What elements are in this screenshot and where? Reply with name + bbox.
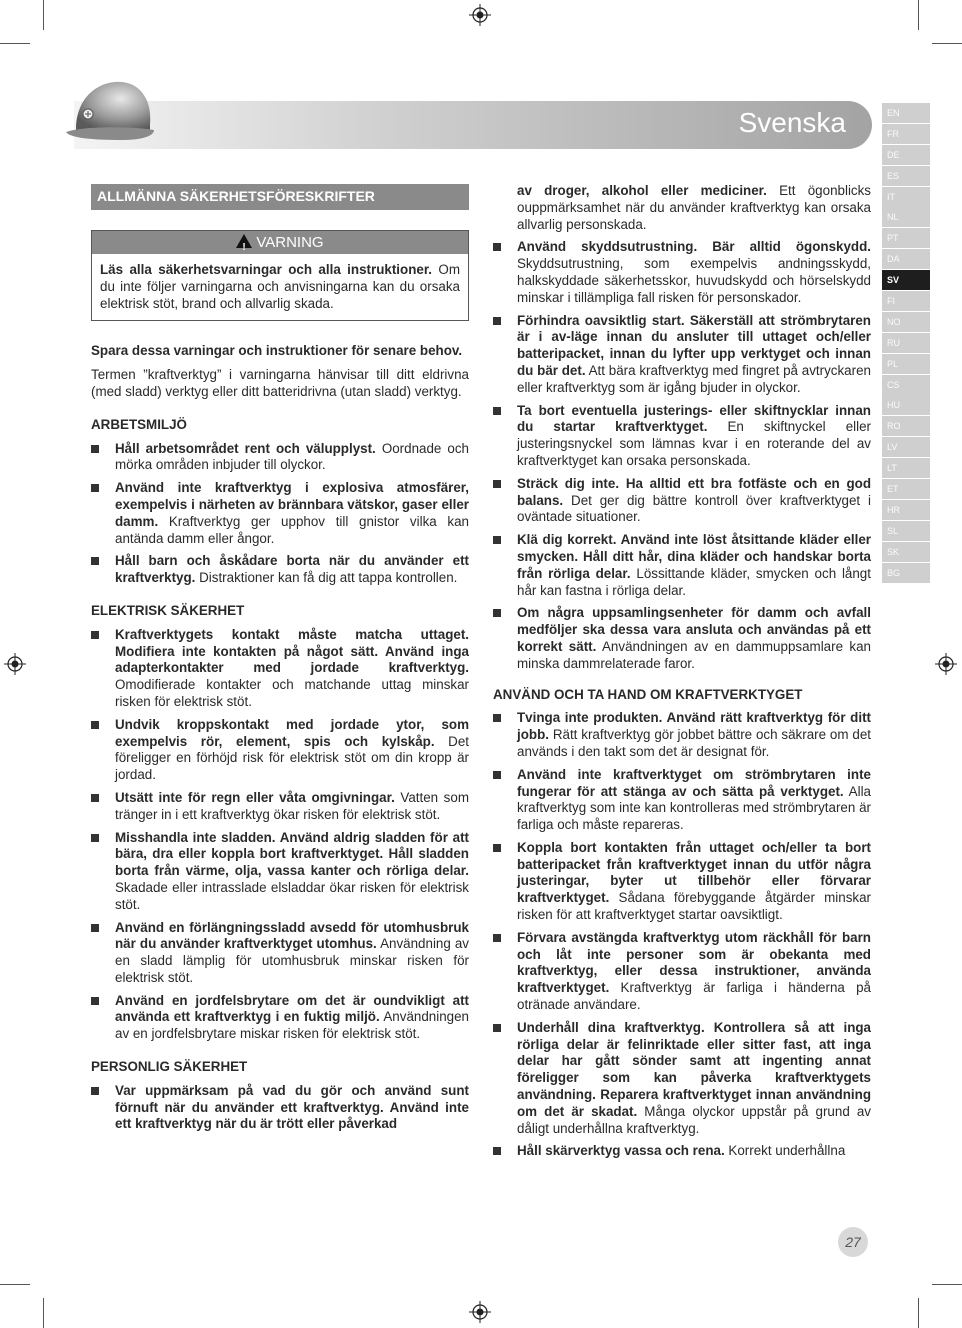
- language-tab-bg[interactable]: BG: [882, 563, 930, 583]
- language-tab-pl[interactable]: PL: [882, 354, 930, 374]
- warning-text: [92, 254, 468, 320]
- list-item-bold: Misshandla inte sladden. Använd aldrig sladden för att bära, dra eller koppla bort kraftverktyget. Håll sladden borta från värme, olja, vassa kanter och rörliga delar.: [115, 829, 469, 879]
- list-item-text: Kraftverktyg är farliga i händerna på otränade användare.: [517, 980, 871, 1013]
- list-item-bold: Undvik kroppskontakt med jordade ytor, som exempelvis rör, element, spis och kylskåp.: [115, 716, 469, 749]
- list-item: [493, 403, 871, 470]
- personal-cont-list: [493, 183, 871, 233]
- list-item: [91, 717, 469, 784]
- crop-mark: [918, 1298, 919, 1328]
- language-tab-hu[interactable]: HU: [882, 395, 930, 415]
- list-item-bold: Använd en jordfelsbrytare om det är oundvikligt att använda ett kraftverktyg i en fuktig miljö.: [115, 992, 469, 1025]
- list-item-text: Skyddsutrustning, som exempelvis andningsskydd, halkskyddade säkerhetsskor, huvudskydd och hörselskydd minskar i tillämpliga fall risken för personskador.: [517, 256, 871, 305]
- header-band: [74, 101, 872, 149]
- language-tab-lt[interactable]: LT: [882, 458, 930, 478]
- list-item-text: Användningen av en dammuppsamlare kan minska dammrelaterade faror.: [517, 638, 872, 671]
- list-item: [493, 532, 871, 599]
- language-tabs: [882, 103, 930, 583]
- language-tab-fi[interactable]: FI: [882, 291, 930, 311]
- list-item: [493, 767, 871, 834]
- subheading-electrical: ELEKTRISK SÄKERHET: [91, 602, 245, 618]
- section-title: ALLMÄNNA SÄKERHETSFÖRESKRIFTER: [91, 184, 469, 210]
- registration-mark-icon: [4, 653, 26, 675]
- list-item-bold: Förhindra oavsiktlig start. Säkerställ att strömbrytaren är i av-läge innan du ansluter till uttaget och/eller batteripacket, innan du lyfter upp verktyget och innan du bär det.: [517, 312, 871, 378]
- electrical-list: [91, 627, 469, 1043]
- list-item-bold: Kraftverktygets kontakt måste matcha uttaget. Modifiera inte kontakten på något sätt. Använd inga adapterkontakter med jordade kraftverktyg.: [115, 626, 469, 676]
- list-item-bold: Håll barn och åskådare borta när du använder ett kraftverktyg.: [115, 553, 469, 586]
- list-item: [493, 313, 871, 397]
- list-item-text: Alla kraftverktyg som inte kan kontrolleras med strömbrytaren är farliga och måste repareras.: [517, 783, 871, 833]
- language-tab-es[interactable]: ES: [882, 166, 930, 186]
- list-item: [493, 840, 871, 924]
- list-item: [493, 183, 871, 233]
- language-tab-sv[interactable]: SV: [882, 270, 930, 290]
- language-tab-ro[interactable]: RO: [882, 416, 930, 436]
- language-tab-en[interactable]: EN: [882, 103, 930, 123]
- language-tab-lv[interactable]: LV: [882, 437, 930, 457]
- language-tab-de[interactable]: DE: [882, 145, 930, 165]
- term-note: Termen ”kraftverktyg” i varningarna hänvisar till ditt eldrivna (med sladd) verktyg eller ditt batteridrivna (utan sladd) verktyg.: [91, 367, 469, 399]
- list-item-text: Att bära kraftverktyg med fingret på avtryckaren eller kraftverktyg som är igång bjuder in olyckor.: [517, 362, 871, 395]
- list-item-text: Oordnade och mörka områden inbjuder till olyckor.: [115, 440, 470, 473]
- registration-mark-icon: [935, 653, 957, 675]
- personal-list-continued: [493, 239, 871, 672]
- list-item-text: Användningen av en jordfelsbrytare miskar risken för elektrisk stöt.: [115, 1009, 470, 1042]
- list-item: [91, 830, 469, 914]
- list-item-bold: Använd inte kraftverktyget om strömbrytaren inte fungerar för att stänga av och sätta på verktyget.: [517, 766, 871, 799]
- save-note: [91, 343, 469, 360]
- list-item-bold: Utsätt inte för regn eller våta omgivningar.: [115, 789, 395, 805]
- list-item-bold: Sträck dig inte. Ha alltid ett bra fotfäste och en god balans.: [517, 475, 871, 508]
- work-area-list: [91, 441, 469, 587]
- list-item-bold: av droger, alkohol eller mediciner.: [517, 183, 767, 198]
- crop-mark: [0, 1284, 30, 1285]
- helmet-icon: [62, 74, 158, 154]
- list-item-text: Många olyckor uppstår på grund av dåligt underhållna kraftverktyg.: [517, 1103, 871, 1136]
- list-item: [91, 553, 469, 587]
- page-number: 27: [838, 1227, 868, 1257]
- subheading-work-area: ARBETSMILJÖ: [91, 416, 187, 432]
- list-item: [91, 993, 469, 1043]
- right-column: [493, 183, 871, 1166]
- warning-bold: Läs alla säkerhetsvarningar och alla instruktioner.: [100, 262, 433, 277]
- list-item-text: Det ger dig bättre kontroll över kraftverktyget i oväntade situationer.: [517, 492, 871, 525]
- list-item-text: Lössittande kläder, smycken och långt hår kan fastna i rörliga delar.: [517, 565, 871, 598]
- warning-label: VARNING: [256, 234, 324, 251]
- personal-list: [91, 1083, 469, 1133]
- list-item-bold: Håll arbetsområdet rent och välupplyst.: [115, 440, 376, 456]
- use-care-list: [493, 710, 871, 1160]
- language-tab-da[interactable]: DA: [882, 249, 930, 269]
- list-item-text: Rätt kraftverktyg gör jobbet bättre och säkrare om det används i den takt som det är designat för.: [517, 727, 871, 759]
- list-item-text: Skadade eller intrasslade elsladdar ökar risken för elektrisk stöt.: [115, 879, 469, 912]
- crop-mark: [932, 1284, 962, 1285]
- list-item-bold: Ta bort eventuella justerings- eller skiftnycklar innan du startar kraftverktyget.: [517, 402, 871, 435]
- subheading-use-care: ANVÄND OCH TA HAND OM KRAFTVERKTYGET: [493, 686, 803, 702]
- list-item-bold: Håll skärverktyg vassa och rena.: [517, 1143, 725, 1159]
- list-item: [91, 1083, 469, 1133]
- warning-box: [91, 230, 469, 321]
- crop-mark: [918, 0, 919, 30]
- save-note-text: Spara dessa varningar och instruktioner för senare behov.: [91, 343, 463, 359]
- list-item: [91, 790, 469, 824]
- list-item-bold: Klä dig korrekt. Använd inte löst åtsittande kläder eller smycken. Håll ditt hår, dina kläder och handskar borta från rörliga delar.: [517, 532, 871, 581]
- list-item-bold: Använd skyddsutrustning. Bär alltid ögonskydd.: [517, 239, 871, 255]
- list-item-text: Vatten som tränger in i ett kraftverktyg ökar risken för elektrisk stöt.: [115, 789, 469, 822]
- crop-mark: [43, 0, 44, 30]
- language-tab-cs[interactable]: CS: [882, 375, 930, 395]
- crop-mark: [43, 1298, 44, 1328]
- language-tab-it[interactable]: IT: [882, 187, 930, 207]
- list-item: [493, 930, 871, 1014]
- list-item-bold: Förvara avstängda kraftverktyg utom räckhåll för barn och låt inte personer som är obekanta med kraftverktyg, eller dessa instruktioner, använda kraftverktyget.: [517, 929, 871, 996]
- warning-body: Om du inte följer varningarna och anvisningarna kan du orsaka elektrisk stöt, brand och allvarlig skada.: [100, 262, 461, 311]
- list-item: [91, 627, 469, 711]
- list-item: [91, 920, 469, 987]
- crop-mark: [932, 43, 962, 44]
- crop-mark: [0, 43, 30, 44]
- language-tab-no[interactable]: NO: [882, 312, 930, 332]
- language-tab-sl[interactable]: SL: [882, 521, 930, 541]
- list-item-bold: Tvinga inte produkten. Använd rätt kraftverktyg för ditt jobb.: [517, 710, 871, 743]
- list-item: [493, 239, 871, 306]
- list-item-bold: Koppla bort kontakten från uttaget och/eller ta bort batteripacket från kraftverktyget innan du utför några justeringar, byter ut tillbehör eller förvarar kraftverktyget.: [517, 839, 871, 906]
- list-item-text: Korrekt underhållna: [724, 1143, 846, 1159]
- list-item-bold: Använd inte kraftverktyg i explosiva atmosfärer, exempelvis i närheten av brännbara vätskor, gaser eller damm.: [115, 480, 469, 529]
- list-item-text: Det föreligger en förhöjd risk för elektrisk stöt om din kropp är jordad.: [115, 733, 469, 783]
- list-item-text: Kraftverktyg ger upphov till gnistor vilka kan antända damm eller ångor.: [115, 513, 469, 546]
- list-item-text: En skiftnyckel eller justeringsnyckel som lämnas kvar i en roterande del av kraftverktyget kan orsaka personskada.: [517, 419, 871, 468]
- language-tab-nl[interactable]: NL: [882, 207, 930, 227]
- language-tab-pt[interactable]: PT: [882, 228, 930, 248]
- page-title: Svenska: [738, 107, 846, 138]
- list-item-text: Användning av en sladd lämplig för utomhusbruk minskar risken för elektrisk stöt.: [115, 936, 470, 985]
- list-item-bold: Använd en förlängningssladd avsedd för utomhusbruk när du använder kraftverktyget utomhus.: [115, 919, 469, 952]
- language-tab-hr[interactable]: HR: [882, 500, 930, 520]
- list-item-text: Omodifierade kontakter och matchande uttag minskar risken för elektrisk stöt.: [115, 677, 469, 709]
- list-item-bold: Underhåll dina kraftverktyg. Kontrollera så att inga rörliga delar är felinriktade eller sitter fast, att inga delar har gått sönder samt att ingenting annat föreligger som kan påverka kraftverktygets användning. Reparera kraftverktyget innan användning om det är skadat.: [517, 1019, 871, 1119]
- warning-triangle-icon: [236, 234, 252, 248]
- list-item: [493, 710, 871, 760]
- list-item: [493, 605, 871, 672]
- registration-mark-icon: [469, 1301, 491, 1323]
- warning-header: [92, 231, 468, 254]
- list-item: [493, 1143, 871, 1160]
- language-tab-ru[interactable]: RU: [882, 333, 930, 353]
- list-item-text: Sådana förebyggande åtgärder minskar risken för att kraftverktyget startar oavsiktligt.: [517, 890, 871, 923]
- subheading-personal: PERSONLIG SÄKERHET: [91, 1059, 248, 1075]
- language-tab-et[interactable]: ET: [882, 479, 930, 499]
- language-tab-sk[interactable]: SK: [882, 542, 930, 562]
- list-item-bold: Om några uppsamlingsenheter för damm och avfall medföljer ska dessa vara ansluta och användas på ett korrekt sätt.: [517, 605, 871, 654]
- list-item: [91, 441, 469, 475]
- list-item-text: Distraktioner kan få dig att tappa kontrollen.: [195, 570, 458, 586]
- list-item: [493, 1020, 871, 1138]
- list-item: [493, 476, 871, 526]
- list-item-bold: Var uppmärksam på vad du gör och använd sunt förnuft när du använder ett kraftverktyg. Använd inte ett kraftverktyg när du är trött eller påverkad: [115, 1082, 469, 1132]
- list-item-text: Ett ögonblicks ouppmärksamhet när du använder kraftverktyg kan orsaka allvarlig personskada.: [517, 183, 872, 232]
- registration-mark-icon: [469, 4, 491, 26]
- list-item: [91, 480, 469, 547]
- language-tab-fr[interactable]: FR: [882, 124, 930, 144]
- left-column: [91, 184, 469, 1139]
